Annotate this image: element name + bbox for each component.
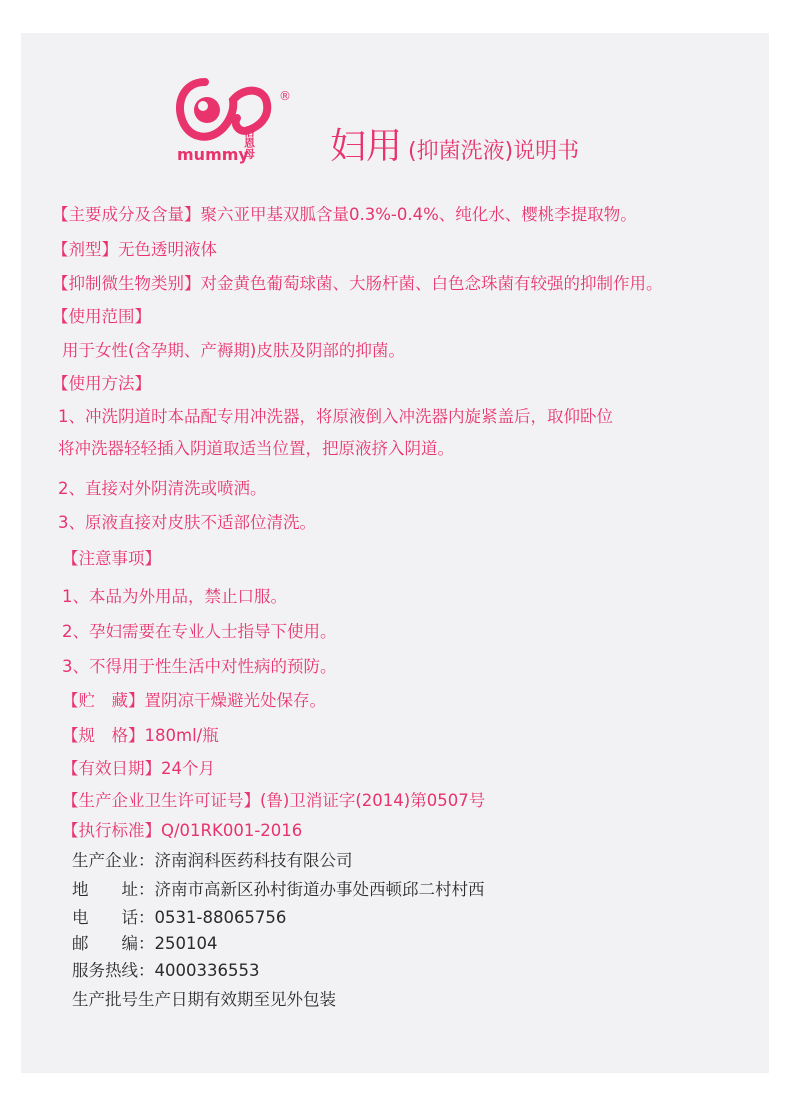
postcode-label: 邮 编：: [72, 934, 155, 953]
expiry-text: 24个月: [161, 759, 215, 778]
scope-label: 【使用范围】: [52, 307, 151, 326]
usage-item: 2、直接对外阴清洗或喷洒。: [58, 479, 267, 498]
spec-label: 【规 格】: [62, 726, 145, 745]
address-label: 地 址：: [72, 880, 155, 899]
usage-item: 将冲洗器轻轻插入阴道取适当位置，把原液挤入阴道。: [58, 439, 454, 458]
caution-item: 3、不得用于性生活中对性病的预防。: [62, 657, 337, 676]
usage-label-line: [52, 374, 151, 394]
ingredients-label: 【主要成分及含量】: [52, 205, 201, 224]
storage-line: [62, 691, 326, 711]
document-title: [330, 118, 580, 167]
standard-text: Q/01RK001-2016: [161, 821, 303, 840]
storage-label: 【贮 藏】: [62, 691, 145, 710]
form-label: 【剂型】: [52, 240, 118, 259]
caution-item: 1、本品为外用品，禁止口服。: [62, 587, 287, 606]
phone-line: [72, 908, 286, 928]
microbes-label: 【抑制微生物类别】: [52, 274, 201, 293]
phone-label: 电 话：: [72, 908, 155, 927]
mummy-logo: [175, 74, 295, 164]
usage-item: 1、冲洗阴道时本品配专用冲洗器，将原液倒入冲洗器内旋紧盖后，取仰卧位: [58, 407, 613, 426]
storage-text: 置阴凉干燥避光处保存。: [144, 691, 326, 710]
caution-item: 2、孕妇需要在专业人士指导下使用。: [62, 622, 337, 641]
form-line: [52, 240, 217, 260]
hotline-label: 服务热线：: [72, 961, 155, 980]
cautions-label-line: [62, 549, 161, 569]
standard-label: 【执行标准】: [62, 821, 161, 840]
spec-text: 180ml/瓶: [144, 726, 219, 745]
hotline-line: [72, 961, 259, 981]
logo-text: mummy: [177, 145, 249, 164]
scope-text-line: [62, 341, 405, 361]
expiry-line: [62, 759, 215, 779]
maker-value: 济南润科医药科技有限公司: [154, 851, 353, 870]
ingredients-line: [52, 205, 637, 225]
expiry-label: 【有效日期】: [62, 759, 161, 778]
maker-label: 生产企业：: [72, 851, 155, 870]
usage-label: 【使用方法】: [52, 374, 151, 393]
hotline-value: 4000336553: [154, 961, 260, 980]
address-value: 济南市高新区孙村街道办事处西顿邱二村村西: [154, 880, 485, 899]
postcode-line: [72, 934, 218, 954]
spec-line: [62, 726, 219, 746]
scope-label-line: [52, 307, 151, 327]
microbes-line: [52, 274, 663, 294]
standard-line: [62, 821, 302, 841]
registered-mark: ®: [279, 89, 291, 103]
usage-item: 3、原液直接对皮肤不适部位清洗。: [58, 513, 316, 532]
license-line: [62, 791, 485, 811]
title-sub: (抑菌洗液)说明书: [408, 139, 580, 164]
batch-note: 生产批号生产日期有效期至见外包装: [72, 990, 336, 1009]
postcode-value: 250104: [154, 934, 218, 953]
scope-text: 用于女性(含孕期、产褥期)皮肤及阴部的抑菌。: [62, 341, 405, 360]
ingredients-text: 聚六亚甲基双胍含量0.3%-0.4%、纯化水、樱桃李提取物。: [200, 205, 637, 224]
address-line: [72, 880, 485, 900]
maker-line: [72, 851, 353, 871]
form-text: 无色透明液体: [118, 240, 217, 259]
cautions-label: 【注意事项】: [62, 549, 161, 568]
microbes-text: 对金黄色葡萄球菌、大肠杆菌、白色念珠菌有较强的抑制作用。: [200, 274, 663, 293]
title-main: 妇用: [330, 126, 403, 167]
license-label: 【生产企业卫生许可证号】: [62, 791, 260, 810]
license-text: (鲁)卫消证字(2014)第0507号: [260, 791, 486, 810]
logo-cn-text: 倍恩母: [242, 126, 256, 159]
phone-value: 0531-88065756: [154, 908, 287, 927]
